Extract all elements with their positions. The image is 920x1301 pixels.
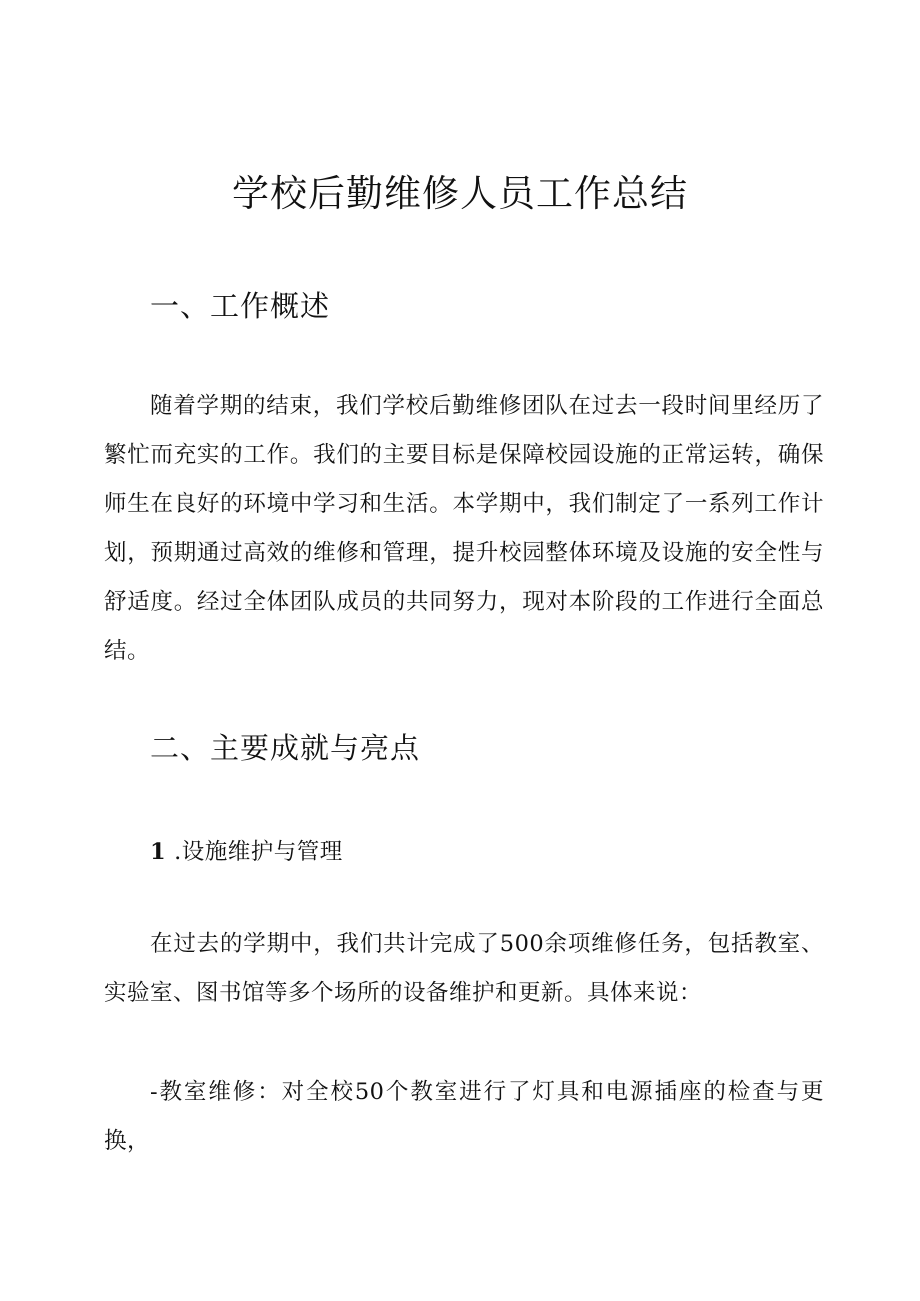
section-heading-achievements: 二、主要成就与亮点 — [150, 731, 421, 765]
overview-paragraph: 随着学期的结束，我们学校后勤维修团队在过去一段时间里经历了繁忙而充实的工作。我们的主要目标是保障校园设施的正常运转，确保师生在良好的环境中学习和生活。本学期中，我们制定了一系列工作计划，预期通过高效的维修和管理，提升校园整体环境及设施的安全性与舒适度。经过全体团队成员的共同努力，现对本阶段的工作进行全面总结。 — [104, 393, 824, 664]
section-heading-overview: 一、工作概述 — [150, 289, 331, 323]
subsection-heading-facility-maintenance — [150, 834, 343, 870]
achievements-paragraph: 在过去的学期中，我们共计完成了500余项维修任务，包括教室、实验室、图书馆等多个场所的设备维护和更新。具体来说： — [104, 931, 824, 1006]
document-title: 学校后勤维修人员工作总结 — [232, 172, 688, 215]
subsection-title: .设施维护与管理 — [174, 839, 343, 865]
classroom-repair-list-item: -教室维修：对全校50个教室进行了灯具和电源插座的检查与更换， — [104, 1079, 824, 1154]
subsection-number: 1 — [150, 839, 167, 865]
